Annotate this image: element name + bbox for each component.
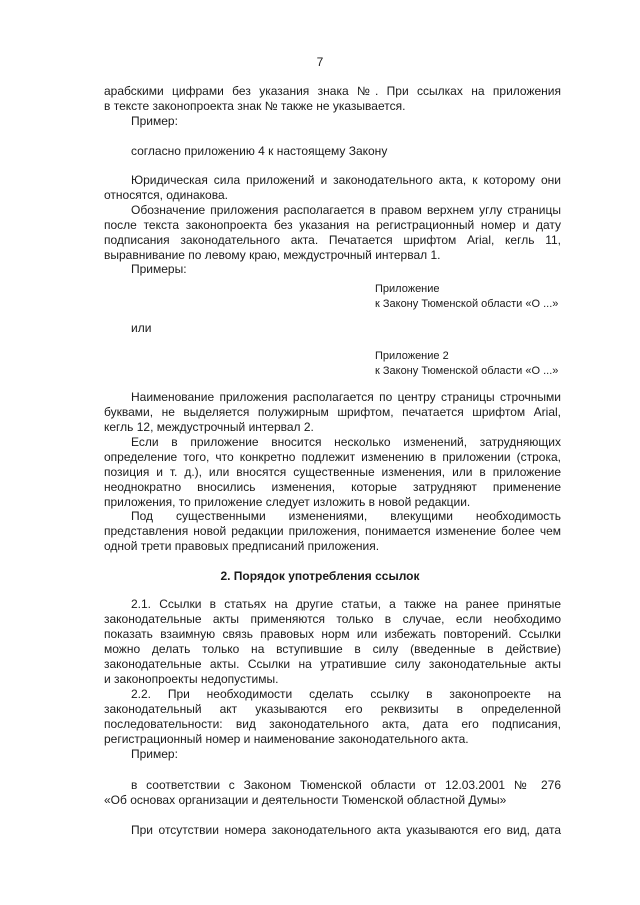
- paragraph-line: позиция и т. д.), или вносятся существенные изменения, или в приложение: [104, 465, 561, 479]
- examples-label: Примеры:: [131, 262, 187, 276]
- appendix-sample-title: Приложение 2: [375, 350, 449, 362]
- page-number: 7: [316, 55, 324, 69]
- paragraph-line: Наименование приложения располагается по центру страницы строчными: [131, 390, 561, 404]
- paragraph-line: подписания законодательного акта. Печатается шрифтом Arial, кегль 11,: [104, 233, 561, 247]
- appendix-sample-subtitle: к Закону Тюменской области «О ...»: [375, 365, 559, 377]
- paragraph-line: выравнивание по левому краю, междустрочный интервал 1.: [104, 248, 441, 262]
- section-heading: 2. Порядок употребления ссылок: [220, 569, 420, 583]
- example-text: «Об основах организации и деятельности Тюменской областной Думы»: [104, 793, 507, 807]
- paragraph-line: законодательные акты применяются только в случае, если необходимо: [104, 612, 561, 626]
- paragraph-line: последовательности: вид законодательного акта, дата его подписания,: [104, 717, 561, 731]
- paragraph-line: 2.2. При необходимости сделать ссылку в законопроекте на: [131, 687, 561, 701]
- example-text: в соответствии с Законом Тюменской области от 12.03.2001 № 276: [131, 778, 561, 792]
- paragraph-line: приложения, то приложение следует изложить в новой редакции.: [104, 495, 471, 509]
- paragraph-line: одной трети правовых предписаний приложения.: [104, 539, 380, 553]
- paragraph-line: законодательный акт указываются его реквизиты в определенной: [104, 702, 561, 716]
- paragraph-line: законодательные акты. Ссылки на утратившие силу законодательные акты: [104, 657, 561, 671]
- appendix-sample-subtitle: к Закону Тюменской области «О ...»: [375, 298, 559, 310]
- paragraph-line: Юридическая сила приложений и законодательного акта, к которому они: [131, 173, 561, 187]
- paragraph-line: При отсутствии номера законодательного акта указываются его вид, дата: [131, 823, 561, 837]
- paragraph-line: Под существенными изменениями, влекущими необходимость: [131, 509, 561, 523]
- paragraph-line: Если в приложение вносится несколько изменений, затрудняющих: [131, 435, 561, 449]
- paragraph-line: показать взаимную связь правовых норм или избежать повторений. Ссылки: [104, 627, 561, 641]
- paragraph-line: относятся, одинакова.: [104, 188, 228, 202]
- paragraph-line: кегль 12, междустрочный интервал 2.: [104, 420, 314, 434]
- paragraph-line: арабскими цифрами без указания знака №. При ссылках на приложения: [104, 84, 561, 98]
- paragraph-line: можно делать только на вступившие в силу (введенные в действие): [104, 642, 561, 656]
- paragraph-line: в тексте законопроекта знак № также не указывается.: [104, 99, 406, 113]
- paragraph-line: буквами, не выделяется полужирным шрифтом, печатается шрифтом Arial,: [104, 405, 561, 419]
- example-label: Пример:: [131, 747, 178, 761]
- paragraph-line: определение того, что конкретно подлежит изменению в приложении (строка,: [104, 450, 561, 464]
- or-label: или: [131, 321, 152, 335]
- paragraph-line: представления новой редакции приложения, понимается изменение более чем: [104, 524, 561, 538]
- paragraph-line: после текста законопроекта без указания на регистрационный номер и дату: [104, 218, 561, 232]
- example-text: согласно приложению 4 к настоящему Закону: [131, 144, 388, 158]
- paragraph-line: и законопроекты недопустимы.: [104, 672, 279, 686]
- paragraph-line: Обозначение приложения располагается в правом верхнем углу страницы: [131, 203, 561, 217]
- appendix-sample-title: Приложение: [375, 283, 440, 295]
- paragraph-line: 2.1. Ссылки в статьях на другие статьи, а также на ранее принятые: [131, 597, 561, 611]
- example-label: Пример:: [131, 114, 178, 128]
- paragraph-line: неоднократно вносились изменения, которые затрудняют применение: [104, 480, 561, 494]
- paragraph-line: регистрационный номер и наименование законодательного акта.: [104, 732, 469, 746]
